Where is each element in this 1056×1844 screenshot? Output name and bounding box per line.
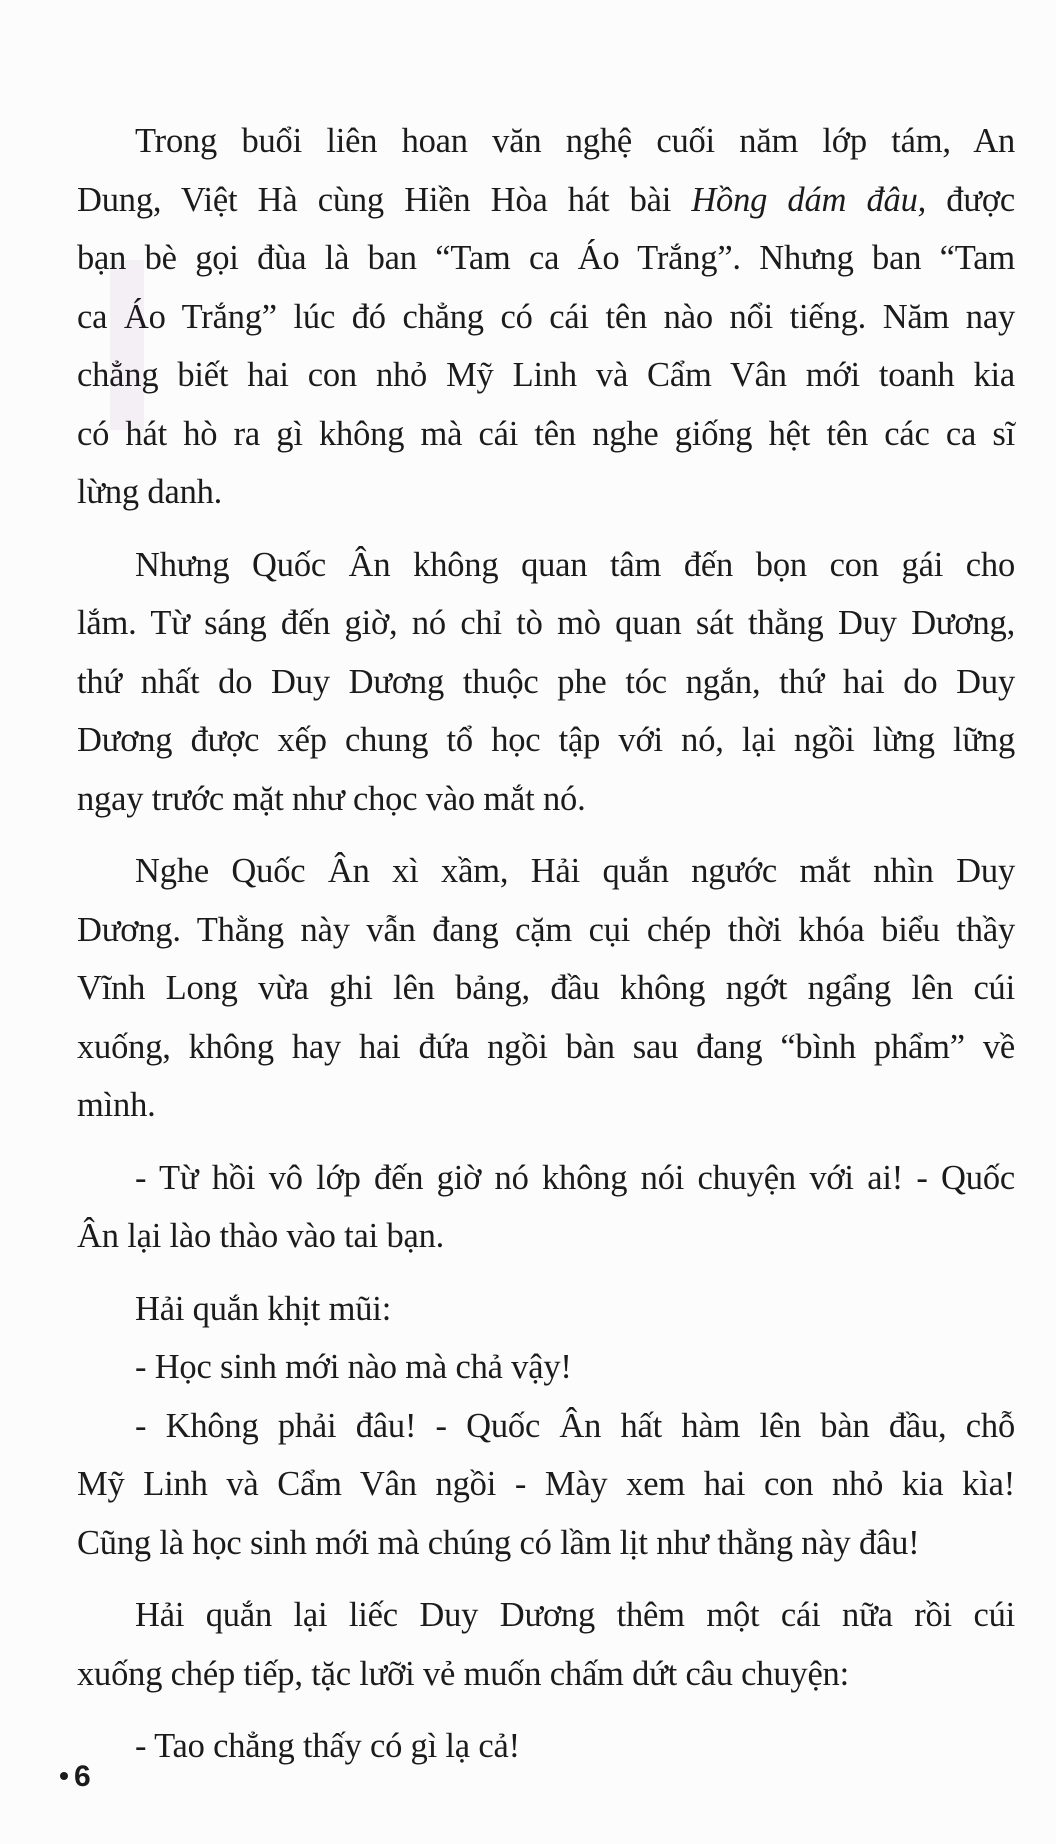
text-line: Cũng là học sinh mới mà chúng có lầm lịt như thằng này đâu!	[77, 1523, 920, 1562]
text-line: có hát hò ra gì không mà cái tên nghe giống hệt tên các ca sĩ	[77, 414, 1015, 453]
text-line: Hải quắn lại liếc Duy Dương thêm một cái nữa rồi cúi	[135, 1596, 1015, 1634]
paragraph-1	[77, 112, 1015, 522]
text-line: Nhưng Quốc Ân không quan tâm đến bọn con gái cho	[135, 545, 1015, 584]
text-line: mình.	[77, 1086, 156, 1124]
paragraph-6	[77, 1586, 1015, 1703]
text-line: Hải quắn khịt mũi:	[135, 1289, 392, 1328]
text-line: - Không phải đâu! - Quốc Ân hất hàm lên bàn đầu, chỗ	[135, 1406, 1015, 1445]
paragraph-4	[77, 1149, 1015, 1266]
bullet-icon	[60, 1772, 68, 1780]
page-number	[60, 1760, 91, 1794]
paragraph-2	[77, 536, 1015, 829]
text-line: lắm. Từ sáng đến giờ, nó chỉ tò mò quan sát thằng Duy Dương,	[77, 604, 1015, 642]
body-text	[77, 112, 1015, 1776]
text-span: Dung, Việt Hà cùng Hiền Hòa hát bài	[77, 180, 692, 219]
text-line: Dương được xếp chung tổ học tập với nó, lại ngồi lừng lững	[77, 721, 1015, 759]
text-line: Dương. Thằng này vẫn đang cặm cụi chép thời khóa biểu thầy	[77, 910, 1015, 949]
text-line: xuống, không hay hai đứa ngồi bàn sau đang “bình phẩm” về	[77, 1027, 1015, 1066]
text-line: ca Áo Trắng” lúc đó chẳng có cái tên nào nổi tiếng. Năm nay	[77, 297, 1015, 336]
text-line: bạn bè gọi đùa là ban “Tam ca Áo Trắng”. Nhưng ban “Tam	[77, 239, 1015, 277]
text-line: thứ nhất do Duy Dương thuộc phe tóc ngắn, thứ hai do Duy	[77, 662, 1015, 701]
song-title: Hồng dám đâu,	[691, 180, 927, 219]
paragraph-7	[135, 1717, 1015, 1776]
page-number-value: 6	[74, 1760, 91, 1793]
text-line: Trong buổi liên hoan văn nghệ cuối năm lớp tám, An	[135, 122, 1015, 160]
text-line: Nghe Quốc Ân xì xầm, Hải quắn ngước mắt nhìn Duy	[135, 852, 1015, 890]
text-line: ngay trước mặt như chọc vào mắt nó.	[77, 779, 586, 818]
paragraph-5	[77, 1280, 1015, 1573]
text-line: Vĩnh Long vừa ghi lên bảng, đầu không ngớt ngẩng lên cúi	[77, 969, 1015, 1007]
text-line: - Học sinh mới nào mà chả vậy!	[135, 1348, 572, 1386]
text-line: - Từ hồi vô lớp đến giờ nó không nói chuyện với ai! - Quốc	[135, 1158, 1015, 1197]
text-line: chẳng biết hai con nhỏ Mỹ Linh và Cẩm Vân mới toanh kia	[77, 356, 1015, 394]
text-line-with-title	[77, 171, 1015, 230]
text-line: lừng danh.	[77, 473, 223, 511]
text-span: được	[926, 180, 1015, 219]
paragraph-3	[77, 842, 1015, 1135]
text-line: - Tao chẳng thấy có gì lạ cả!	[135, 1727, 520, 1765]
text-line: Ân lại lào thào vào tai bạn.	[77, 1217, 445, 1255]
text-line: Mỹ Linh và Cẩm Vân ngồi - Mày xem hai con nhỏ kia kìa!	[77, 1465, 1015, 1503]
text-line: xuống chép tiếp, tặc lưỡi vẻ muốn chấm dứt câu chuyện:	[77, 1654, 849, 1693]
